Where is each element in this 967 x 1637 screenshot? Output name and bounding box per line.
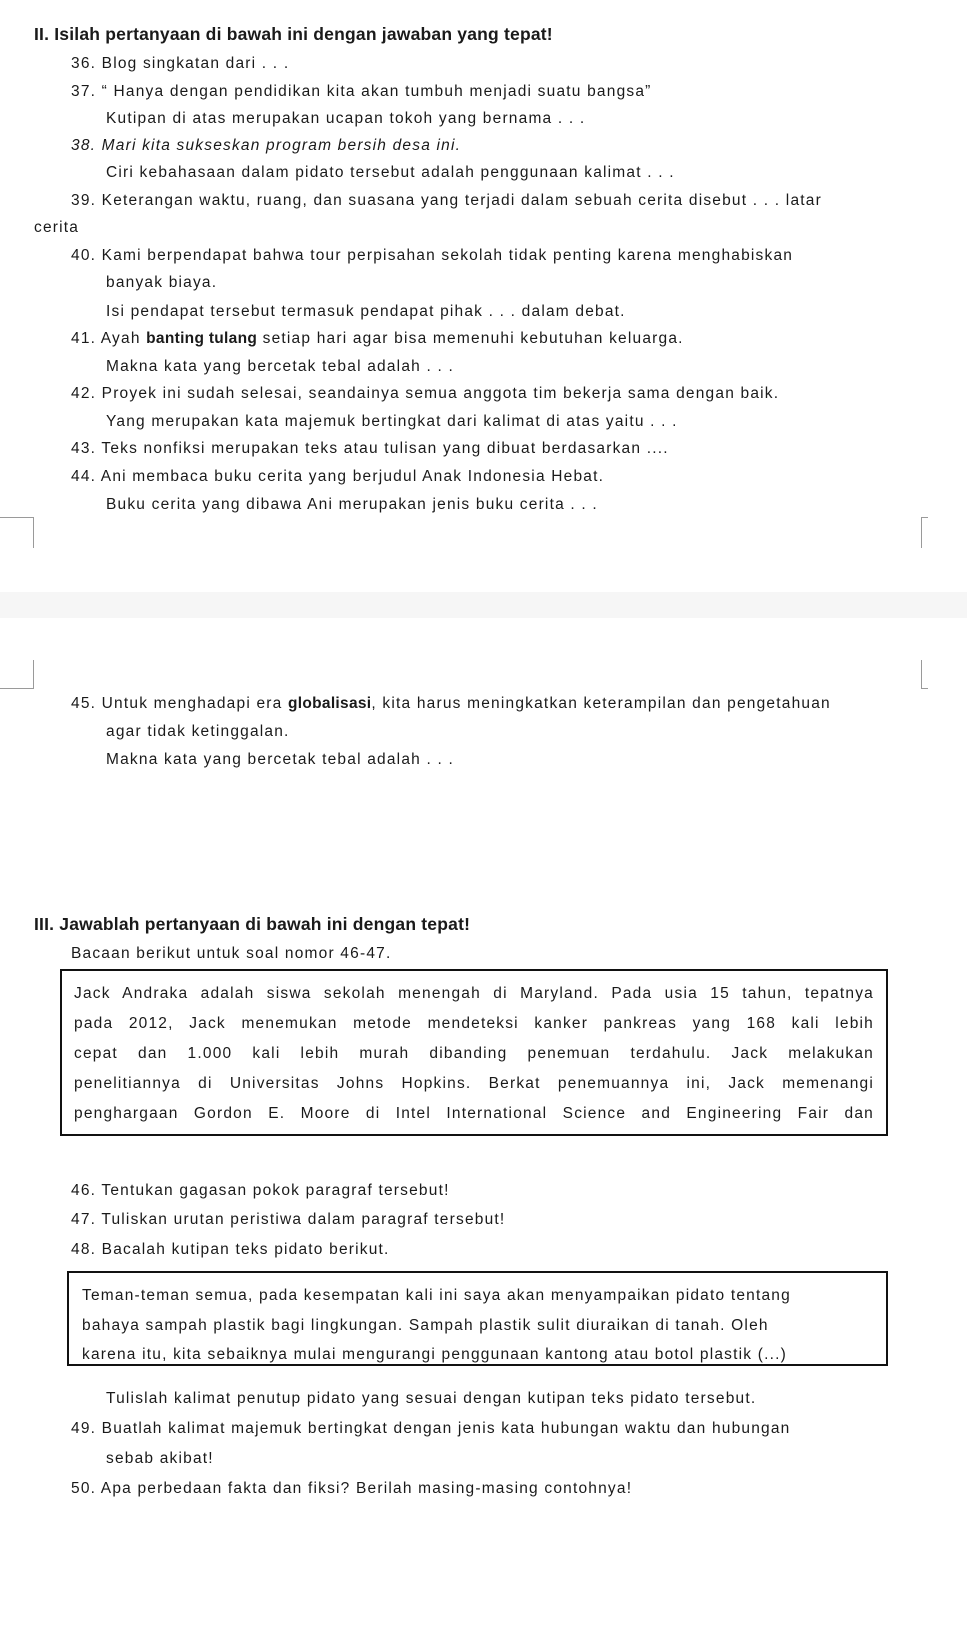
question-45-prompt: Makna kata yang bercetak tebal adalah . . . xyxy=(106,751,455,768)
page-corner-mark xyxy=(921,517,928,548)
question-41-bold-term: banting tulang xyxy=(146,330,258,347)
question-40-prompt: Isi pendapat tersebut termasuk pendapat pihak . . . dalam debat. xyxy=(106,303,626,320)
question-40: 40. Kami berpendapat bahwa tour perpisahan sekolah tidak penting karena menghabiskan xyxy=(71,247,794,264)
question-39: 39. Keterangan waktu, ruang, dan suasana yang terjadi dalam sebuah cerita disebut . . . latar xyxy=(71,192,822,209)
section-2-heading: II. Isilah pertanyaan di bawah ini dengan jawaban yang tepat! xyxy=(34,24,553,44)
passage-line: penelitiannya di Universitas Johns Hopkins. Berkat penemuannya ini, Jack memenangi xyxy=(74,1075,874,1092)
question-41-text-end: setiap hari agar bisa memenuhi kebutuhan keluarga. xyxy=(257,330,684,347)
question-44: 44. Ani membaca buku cerita yang berjudul Anak Indonesia Hebat. xyxy=(71,468,605,485)
question-42-prompt: Yang merupakan kata majemuk bertingkat dari kalimat di atas yaitu . . . xyxy=(106,413,678,430)
passage-line: cepat dan 1.000 kali lebih murah dibanding penemuan terdahulu. Jack melakukan xyxy=(74,1045,874,1062)
passage-line: Jack Andraka adalah siswa sekolah menengah di Maryland. Pada usia 15 tahun, tepatnya xyxy=(74,985,874,1002)
speech-line: karena itu, kita sebaiknya mulai mengurangi penggunaan kantong atau botol plastik (...) xyxy=(82,1346,787,1363)
question-48: 48. Bacalah kutipan teks pidato berikut. xyxy=(71,1241,390,1258)
passage-intro: Bacaan berikut untuk soal nomor 46-47. xyxy=(71,945,392,962)
question-45-continued: agar tidak ketinggalan. xyxy=(106,723,290,740)
question-37: 37. “ Hanya dengan pendidikan kita akan tumbuh menjadi suatu bangsa” xyxy=(71,83,652,100)
question-37-prompt: Kutipan di atas merupakan ucapan tokoh yang bernama . . . xyxy=(106,110,586,127)
question-45-text-end: , kita harus meningkatkan keterampilan dan pengetahuan xyxy=(371,695,831,712)
question-45-text: 45. Untuk menghadapi era xyxy=(71,695,288,712)
question-45 xyxy=(71,694,831,714)
question-38-prompt: Ciri kebahasaan dalam pidato tersebut adalah penggunaan kalimat . . . xyxy=(106,164,675,181)
question-46: 46. Tentukan gagasan pokok paragraf tersebut! xyxy=(71,1182,450,1199)
page-corner-mark xyxy=(0,517,34,548)
page-corner-mark xyxy=(0,660,34,689)
question-44-prompt: Buku cerita yang dibawa Ani merupakan jenis buku cerita . . . xyxy=(106,496,598,513)
passage-line: penghargaan Gordon E. Moore di Intel International Science and Engineering Fair dan xyxy=(74,1105,874,1122)
speech-excerpt-box xyxy=(67,1271,888,1366)
section-3-heading: III. Jawablah pertanyaan di bawah ini dengan tepat! xyxy=(34,914,471,934)
question-48-task: Tulislah kalimat penutup pidato yang sesuai dengan kutipan teks pidato tersebut. xyxy=(106,1390,757,1407)
page-break xyxy=(0,592,967,618)
question-36: 36. Blog singkatan dari . . . xyxy=(71,55,290,72)
question-49: 49. Buatlah kalimat majemuk bertingkat dengan jenis kata hubungan waktu dan hubungan xyxy=(71,1420,791,1437)
passage-line: pada 2012, Jack menemukan metode mendeteksi kanker pankreas yang 168 kali lebih xyxy=(74,1015,874,1032)
question-40-continued: banyak biaya. xyxy=(106,274,218,291)
speech-line: bahaya sampah plastik bagi lingkungan. Sampah plastik sulit diuraikan di tanah. Oleh xyxy=(82,1317,769,1334)
question-45-bold-term: globalisasi xyxy=(287,695,372,712)
question-49-continued: sebab akibat! xyxy=(106,1450,214,1467)
page-corner-mark xyxy=(921,660,928,689)
question-47: 47. Tuliskan urutan peristiwa dalam paragraf tersebut! xyxy=(71,1211,506,1228)
question-39-continued: cerita xyxy=(34,219,80,236)
reading-passage-box xyxy=(60,969,888,1136)
question-38: 38. Mari kita sukseskan program bersih desa ini. xyxy=(71,137,462,154)
speech-line: Teman-teman semua, pada kesempatan kali ini saya akan menyampaikan pidato tentang xyxy=(82,1287,791,1304)
question-50: 50. Apa perbedaan fakta dan fiksi? Berilah masing-masing contohnya! xyxy=(71,1480,633,1497)
question-43: 43. Teks nonfiksi merupakan teks atau tulisan yang dibuat berdasarkan .... xyxy=(71,440,669,457)
question-42: 42. Proyek ini sudah selesai, seandainya semua anggota tim bekerja sama dengan baik. xyxy=(71,385,780,402)
question-41-prompt: Makna kata yang bercetak tebal adalah . . . xyxy=(106,358,455,375)
question-41-text: 41. Ayah xyxy=(71,330,147,347)
question-41 xyxy=(71,329,684,349)
